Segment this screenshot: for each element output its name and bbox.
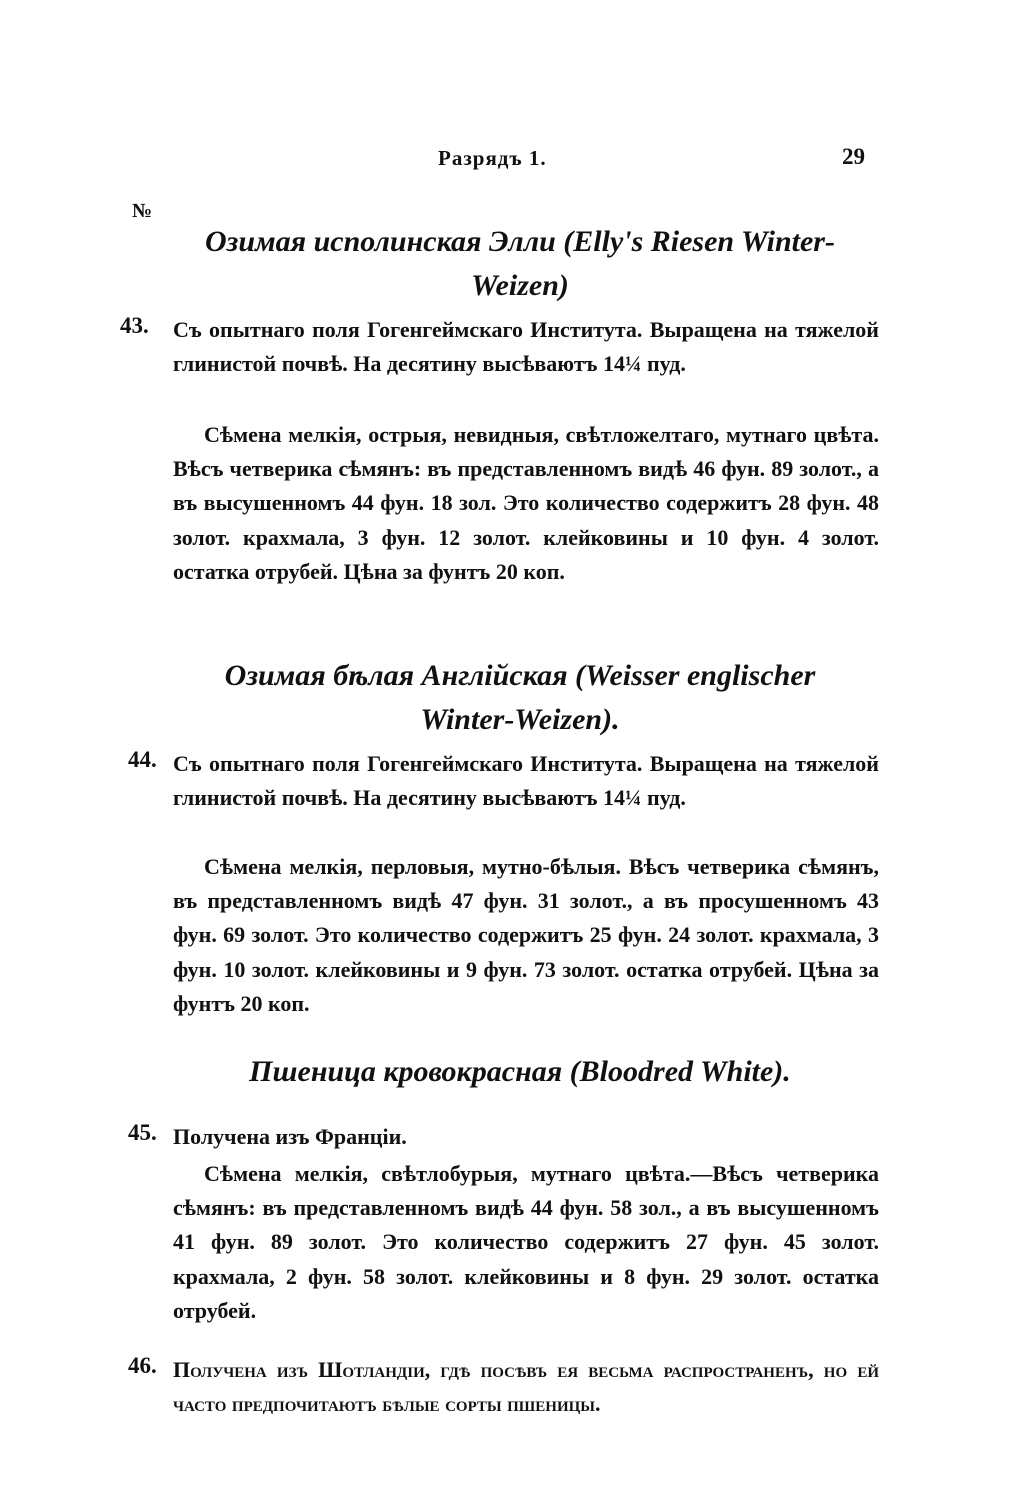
running-header-section: Разрядъ 1.: [438, 146, 547, 170]
entry-43-title: Озимая исполинская Элли (Elly's Riesen Winter-Weizen): [205, 225, 835, 302]
entry-46-origin: Получена изъ Шотландіи, гдѣ посѣвъ ея весьма распространенъ, но ей часто предпочитаютъ бѣлые сорты пшеницы.: [173, 1357, 879, 1417]
entry-43-description: Сѣмена мелкія, острыя, невидныя, свѣтложелтаго, мутнаго цвѣта. Вѣсъ четверика сѣмянъ: въ представленномъ видѣ 46 фун. 89 золот., а въ высушенномъ 44 фун. 18 зол. Это количество содержитъ 28 фун. 48 золот. крахмала, 3 фун. 12 золот. клейковины и 10 фун. 4 золот. остатка отрубей. Цѣна за фунтъ 20 коп.: [173, 422, 879, 584]
entry-44-title: Озимая бѣлая Англійская (Weisser englischer Winter-Weizen).: [224, 659, 816, 736]
entry-44-origin: Съ опытнаго поля Гогенгеймскаго Института. Выращена на тяжелой глинистой почвѣ. На десятину высѣваютъ 14¼ пуд.: [173, 751, 879, 811]
number-sign: №: [132, 200, 153, 222]
entry-44-description: Сѣмена мелкія, перловыя, мутно-бѣлыя. Вѣсъ четверика сѣмянъ, въ представленномъ видѣ 47 фун. 31 золот., а въ просушенномъ 43 фун. 69 золот. Это количество содержитъ 25 фун. 24 золот. крахмала, 3 фун. 10 золот. клейковины и 9 фун. 73 золот. остатка отрубей. Цѣна за фунтъ 20 коп.: [173, 854, 879, 1016]
entry-43-number: 43.: [120, 313, 149, 338]
entry-46-number: 46.: [128, 1353, 157, 1378]
page-number: 29: [842, 144, 865, 169]
entry-45-description: Сѣмена мелкія, свѣтлобурыя, мутнаго цвѣта.—Вѣсъ четверика сѣмянъ: въ представленномъ видѣ 44 фун. 58 зол., а въ высушенномъ 41 фун. 89 золот. Это количество содержитъ 27 фун. 45 золот. крахмала, 2 фун. 58 золот. клейковины и 8 фун. 29 золот. остатка отрубей.: [173, 1161, 879, 1323]
entry-45-title: Пшеница кровокрасная (Bloodred White).: [249, 1055, 791, 1088]
entry-44-number: 44.: [128, 747, 157, 772]
entry-45-number: 45.: [128, 1120, 157, 1145]
entry-45-origin: Получена изъ Франціи.: [173, 1124, 407, 1149]
entry-43-origin: Съ опытнаго поля Гогенгеймскаго Института. Выращена на тяжелой глинистой почвѣ. На десятину высѣваютъ 14¼ пуд.: [173, 317, 879, 377]
